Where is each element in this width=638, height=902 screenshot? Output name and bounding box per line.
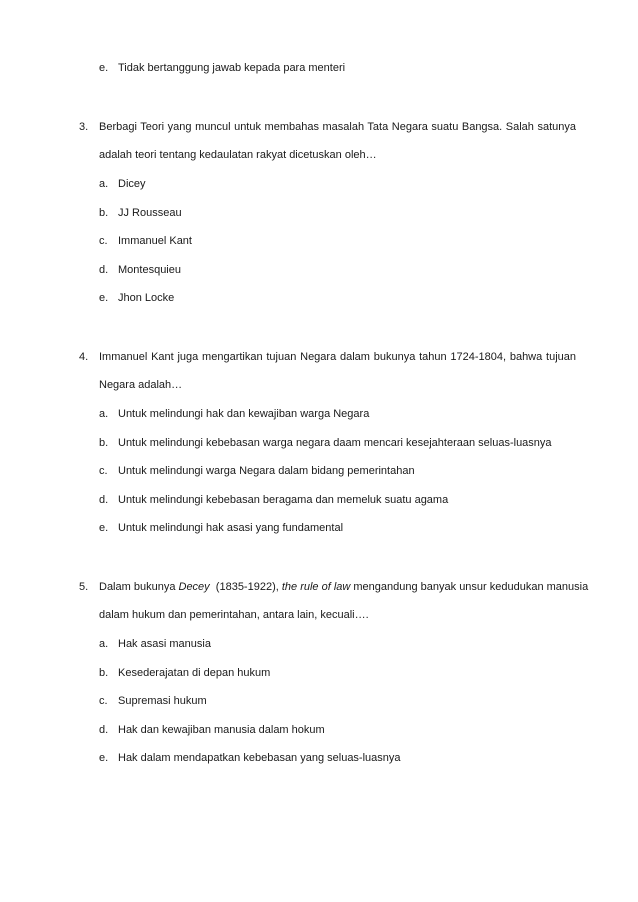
option-text: Untuk melindungi kebebasan warga negara daam mencari kesejahteraan seluas-luasnya bbox=[118, 437, 552, 449]
option-letter: b. bbox=[99, 437, 109, 449]
option-letter: e. bbox=[99, 752, 109, 764]
option-text: Jhon Locke bbox=[118, 292, 175, 304]
question-number: 3. bbox=[79, 121, 89, 133]
option-letter: a. bbox=[99, 638, 109, 650]
question-4-text-line-1: Immanuel Kant juga mengartikan tujuan Negara dalam bukunya tahun 1724-1804, bahwa tujuan bbox=[99, 351, 576, 363]
question-number: 4. bbox=[79, 351, 89, 363]
option-letter: e. bbox=[99, 292, 109, 304]
italic-book-title: Decey bbox=[178, 581, 210, 593]
text-segment: (1835-1922), bbox=[209, 581, 282, 593]
option-text: Hak dalam mendapatkan kebebasan yang seluas-luasnya bbox=[118, 752, 401, 764]
option-letter: d. bbox=[99, 494, 109, 506]
question-5-text-line-1 bbox=[99, 580, 588, 594]
text-segment: Dalam bukunya bbox=[99, 581, 179, 593]
question-5-text-line-2: dalam hukum dan pemerintahan, antara lain, kecuali…. bbox=[99, 609, 369, 621]
option-text: Hak asasi manusia bbox=[118, 638, 211, 650]
option-text: Untuk melindungi hak dan kewajiban warga Negara bbox=[118, 408, 370, 420]
option-letter: c. bbox=[99, 465, 108, 477]
option-letter: a. bbox=[99, 408, 109, 420]
question-number: 5. bbox=[79, 581, 89, 593]
option-letter: d. bbox=[99, 264, 109, 276]
option-text: Immanuel Kant bbox=[118, 235, 192, 247]
question-4-text-line-2: Negara adalah… bbox=[99, 379, 183, 391]
italic-phrase: the rule of law bbox=[281, 581, 351, 593]
option-letter: a. bbox=[99, 178, 109, 190]
option-text: Kesederajatan di depan hukum bbox=[118, 667, 271, 679]
option-text: Tidak bertanggung jawab kepada para menteri bbox=[118, 62, 346, 74]
option-letter: b. bbox=[99, 207, 109, 219]
option-text: Untuk melindungi hak asasi yang fundamental bbox=[118, 522, 344, 534]
option-letter: c. bbox=[99, 695, 108, 707]
option-letter: e. bbox=[99, 522, 109, 534]
option-letter: d. bbox=[99, 724, 109, 736]
option-text: Dicey bbox=[118, 178, 146, 190]
option-letter: c. bbox=[99, 235, 108, 247]
option-text: Supremasi hukum bbox=[118, 695, 207, 707]
option-text: Untuk melindungi kebebasan beragama dan memeluk suatu agama bbox=[118, 494, 449, 506]
option-text: Untuk melindungi warga Negara dalam bidang pemerintahan bbox=[118, 465, 415, 477]
option-letter: b. bbox=[99, 667, 109, 679]
option-text: JJ Rousseau bbox=[118, 207, 182, 219]
option-letter: e. bbox=[99, 62, 109, 74]
text-segment: mengandung banyak unsur kedudukan manusia bbox=[350, 581, 589, 593]
question-3-text-line-2: adalah teori tentang kedaulatan rakyat dicetuskan oleh… bbox=[99, 149, 377, 161]
option-text: Montesquieu bbox=[118, 264, 181, 276]
question-3-text-line-1: Berbagi Teori yang muncul untuk membahas masalah Tata Negara suatu Bangsa. Salah satunya bbox=[99, 121, 576, 133]
option-text: Hak dan kewajiban manusia dalam hokum bbox=[118, 724, 325, 736]
